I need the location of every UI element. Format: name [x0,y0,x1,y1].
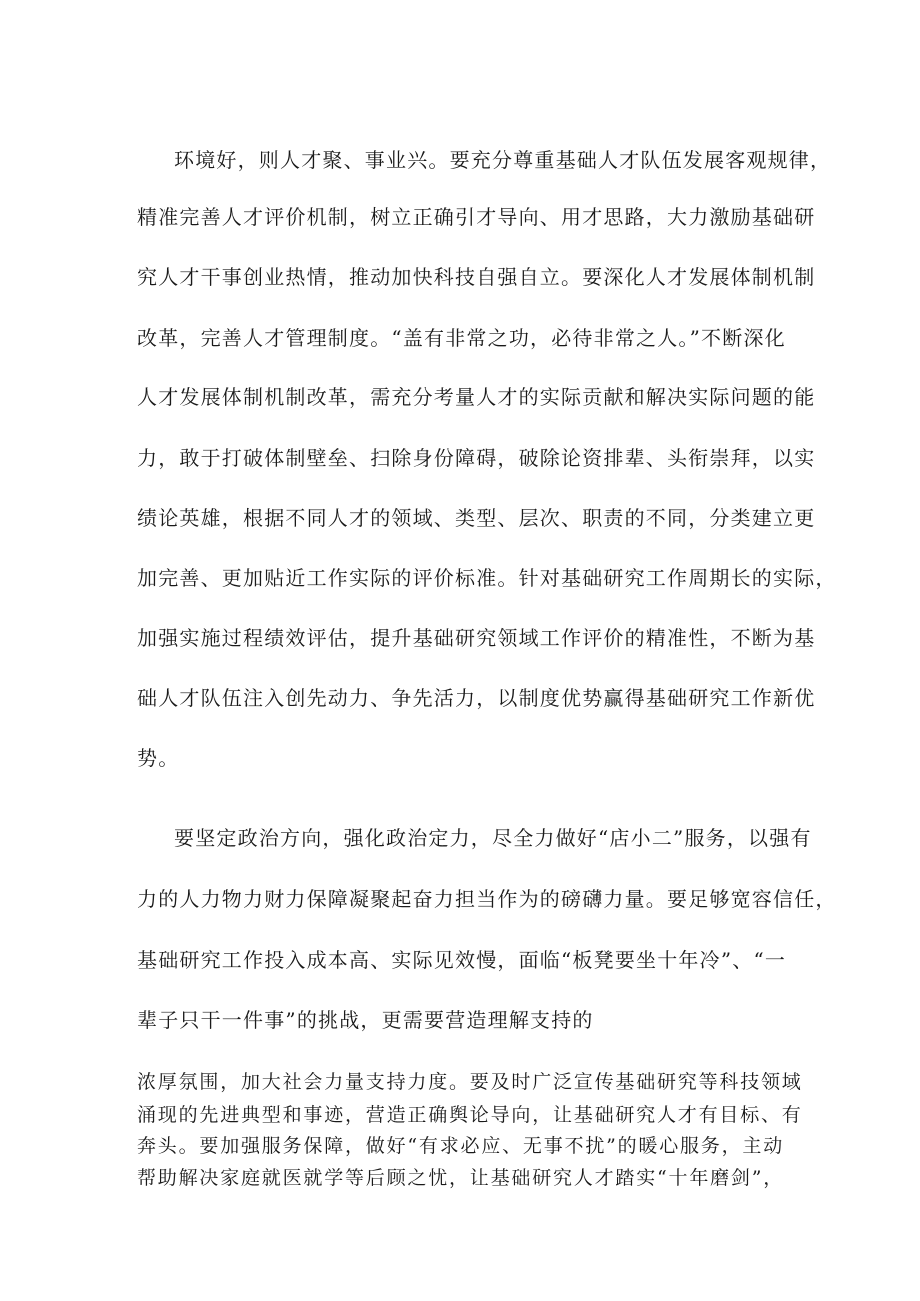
text-line: 加强实施过程绩效评估，提升基础研究领域工作评价的精准性，不断为基 [137,626,816,650]
text-line: 绩论英雄，根据不同人才的领域、类型、层次、职责的不同，分类建立更 [137,506,816,530]
text-line: 础人才队伍注入创先动力、争先活力，以制度优势赢得基础研究工作新优 [137,686,816,710]
text-line: 改革，完善人才管理制度。“盖有非常之功，必待非常之人。”不断深化 [137,326,786,350]
text-line: 力的人力物力财力保障凝聚起奋力担当作为的磅礴力量。要足够宽容信任， [137,887,837,911]
text-line: 究人才干事创业热情，推动加快科技自强自立。要深化人才发展体制机制 [137,265,816,289]
text-line: 辈子只干一件事”的挑战，更需要营造理解支持的 [137,1008,594,1032]
text-line: 浓厚氛围，加大社会力量支持力度。要及时广泛宣传基础研究等科技领域 [137,1071,803,1093]
text-line: 势。 [137,746,180,770]
text-line: 环境好，则人才聚、事业兴。要充分尊重基础人才队伍发展客观规律， [174,148,832,172]
text-line: 力，敢于打破体制壁垒、扫除身份障碍，破除论资排辈、头衔崇拜，以实 [137,446,816,470]
text-line: 基础研究工作投入成本高、实际见效慢，面临“板凳要坐十年冷”、“一 [137,948,787,972]
text-line: 精准完善人才评价机制，树立正确引才导向、用才思路，大力激励基础研 [137,205,816,229]
text-line: 人才发展体制机制改革，需充分考量人才的实际贡献和解决实际问题的能 [137,385,816,409]
text-line: 要坚定政治方向，强化政治定力，尽全力做好“店小二”服务，以强有 [174,826,812,850]
text-line: 加完善、更加贴近工作实际的评价标准。针对基础研究工作周期长的实际， [137,566,837,590]
text-line: 帮助解决家庭就医就学等后顾之忧，让基础研究人才踏实“十年磨剑”， [137,1167,785,1189]
text-line: 奔头。要加强服务保障，做好“有求必应、无事不扰”的暖心服务，主动 [137,1135,785,1157]
text-line: 涌现的先进典型和事迹，营造正确舆论导向，让基础研究人才有目标、有 [137,1104,803,1126]
